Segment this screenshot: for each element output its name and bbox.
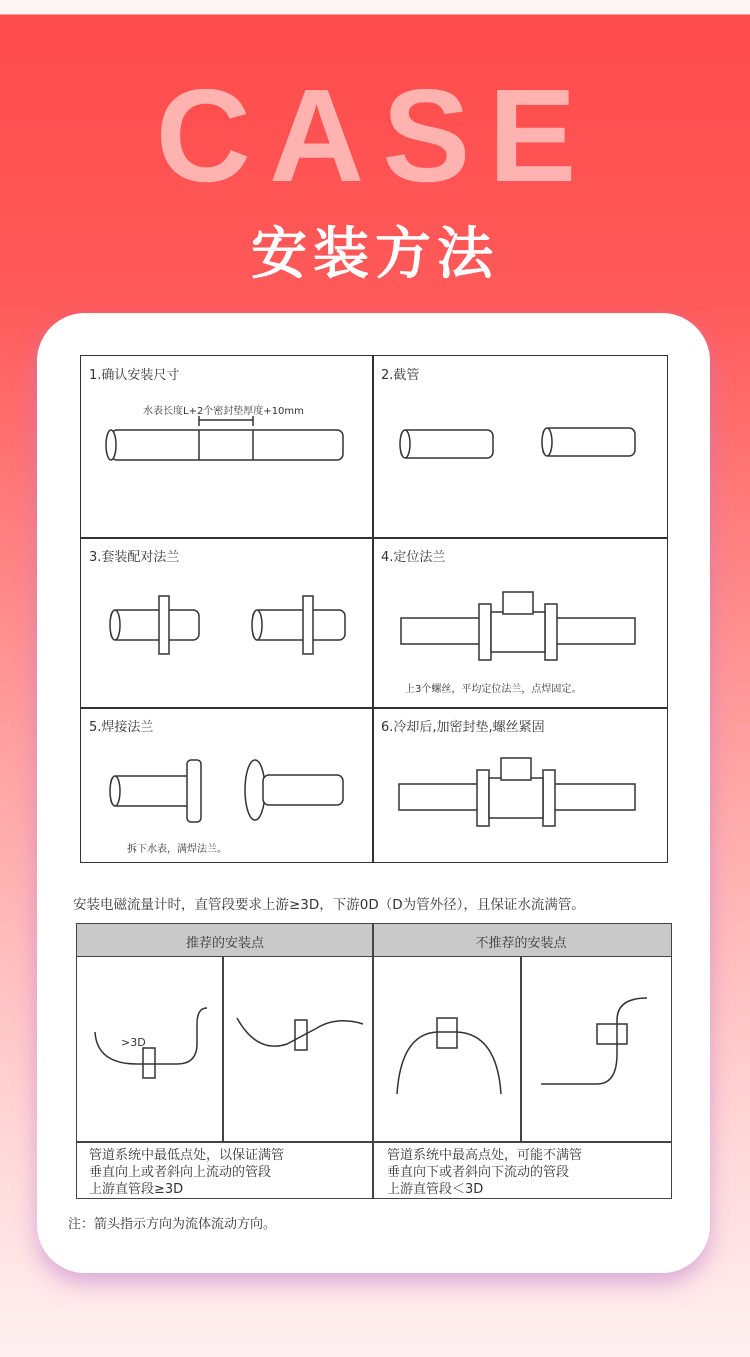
recommended-text-2: 垂直向上或者斜向上流动的管段 bbox=[89, 1165, 272, 1180]
requirement-note: 安装电磁流量计时，直管段要求上游≥3D，下游0D（D为管外径），且保证水流满管。 bbox=[73, 897, 585, 913]
installation-illustrations bbox=[81, 356, 669, 864]
recommended-header: 推荐的安装点 bbox=[185, 936, 264, 951]
step-3-label: 3.套装配对法兰 bbox=[89, 550, 180, 565]
recommended-text-3: 上游直管段≥3D bbox=[89, 1182, 184, 1197]
recommended-text-1: 管道系统中最低点处，以保证满管 bbox=[89, 1148, 285, 1163]
step-2-label: 2.截管 bbox=[381, 368, 420, 383]
footnote: 注：箭头指示方向为流体流动方向。 bbox=[68, 1217, 277, 1232]
not-recommended-text-2: 垂直向下或者斜向下流动的管段 bbox=[387, 1165, 570, 1180]
page-subtitle: 安装方法 bbox=[251, 222, 499, 287]
not-recommended-text-1: 管道系统中最高点处，可能不满管 bbox=[387, 1148, 583, 1163]
step-4-annotation: 上3个螺丝，平均定位法兰，点焊固定。 bbox=[405, 684, 582, 695]
step-4-label: 4.定位法兰 bbox=[381, 550, 446, 565]
label-3d-recommended: >3D bbox=[121, 1036, 146, 1049]
installation-point-table bbox=[76, 923, 672, 1199]
step-5-label: 5.焊接法兰 bbox=[89, 720, 154, 735]
not-recommended-header: 不推荐的安装点 bbox=[475, 936, 567, 951]
step-6-label: 6.冷却后,加密封垫,螺丝紧固 bbox=[381, 720, 545, 735]
step-5-annotation: 拆下水表，满焊法兰。 bbox=[127, 844, 227, 855]
step-1-label: 1.确认安装尺寸 bbox=[89, 368, 180, 383]
installation-steps-grid bbox=[80, 355, 668, 863]
not-recommended-text-3: 上游直管段＜3D bbox=[387, 1182, 484, 1197]
case-heading: CASE bbox=[155, 62, 595, 209]
step-1-annotation: 水表长度L+2个密封垫厚度+10mm bbox=[143, 406, 304, 417]
